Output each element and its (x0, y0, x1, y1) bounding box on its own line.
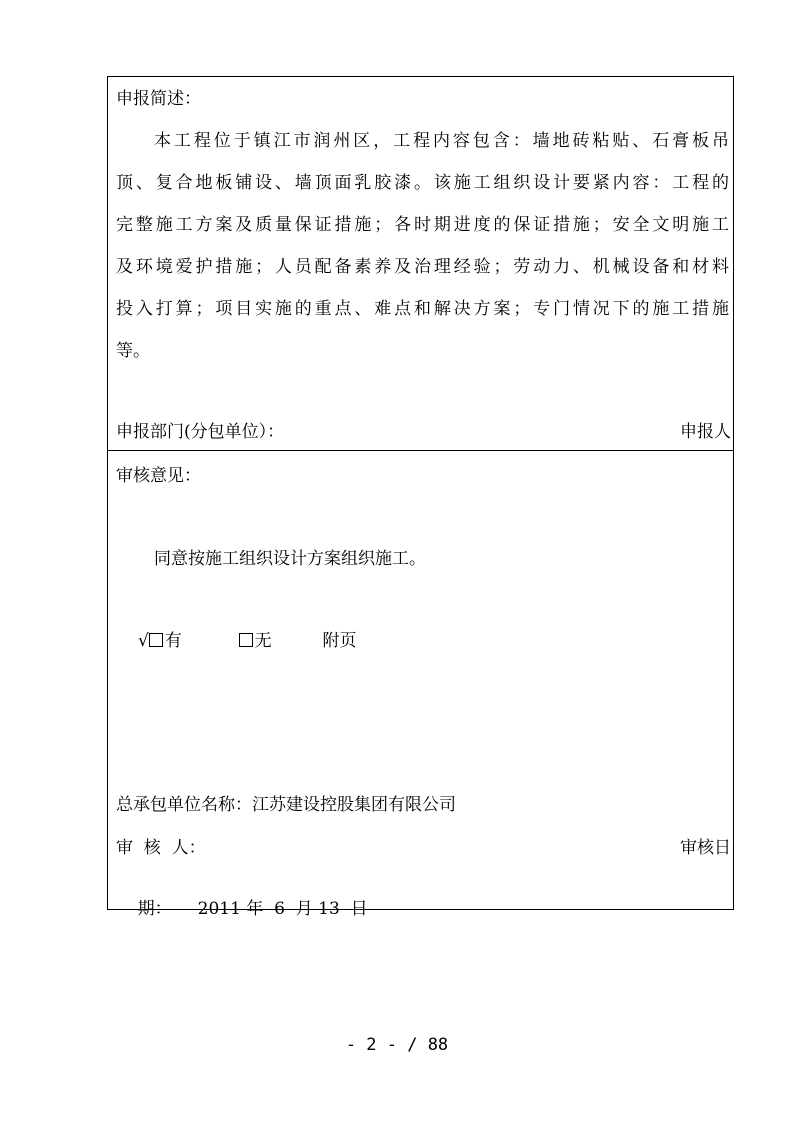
attachment-row (138, 631, 356, 651)
option-yes-label: 有 (164, 631, 182, 651)
application-text-line-2: 顶、复合地板铺设、墙顶面乳胶漆。该施工组织设计要紧内容：工程的 (116, 173, 729, 193)
section-divider (108, 450, 733, 451)
application-dept-label: 申报部门(分包单位）： (116, 422, 285, 442)
review-opinion: 同意按施工组织设计方案组织施工。 (154, 549, 426, 569)
date-prefix: 期： (137, 899, 172, 919)
page-indicator: - 2 - / 88 (345, 1035, 449, 1055)
application-text-line-6: 等。 (116, 341, 150, 361)
option-no-label: 无 (254, 631, 272, 651)
applicant-label: 申报人 (680, 422, 731, 442)
review-date-row (116, 879, 368, 939)
application-text-line-5: 投入打算；项目实施的重点、难点和解决方案；专门情况下的施工措施 (116, 299, 729, 319)
checkbox-no[interactable] (239, 633, 253, 647)
reviewer-label: 审 核 人： (116, 838, 206, 858)
review-heading: 审核意见： (116, 466, 201, 486)
application-form-table (107, 76, 734, 919)
date-value: 2011 年 6 月 13 日 (197, 899, 368, 919)
checkbox-yes[interactable] (149, 633, 163, 647)
application-text-line-1: 本工程位于镇江市润州区，工程内容包含：墙地砖粘贴、石膏板吊 (154, 131, 729, 151)
application-heading: 申报简述： (116, 89, 201, 109)
application-text-line-4: 及环境爱护措施；人员配备素养及治理经验；劳动力、机械设备和材料 (116, 257, 729, 277)
review-date-label: 审核日 (680, 838, 731, 858)
check-mark: √ (138, 631, 149, 651)
contractor-line: 总承包单位名称：江苏建设控股集团有限公司 (116, 795, 456, 815)
application-text-line-3: 完整施工方案及质量保证措施；各时期进度的保证措施；安全文明施工 (116, 215, 729, 235)
attachment-label: 附页 (322, 631, 357, 651)
